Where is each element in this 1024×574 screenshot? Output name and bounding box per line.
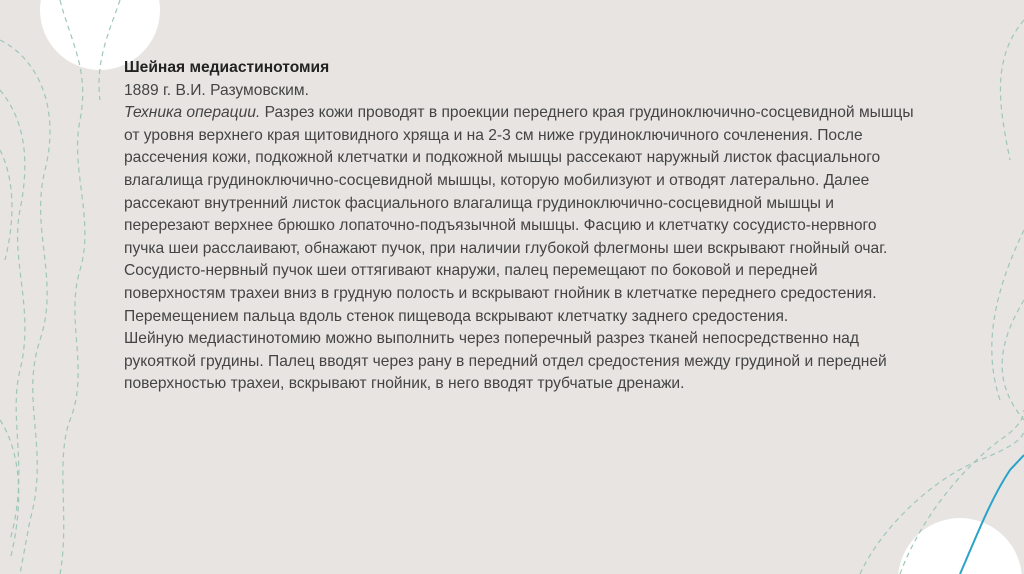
paragraph-3: Шейную медиастинотомию можно выполнить через поперечный разрез тканей непосредственно над рукояткой грудины. Палец вводят через рану в передний отдел средостения между грудиной и передней поверхностью трахеи, вскрывают гнойник, в него вводят трубчатые дренажи. [124, 330, 887, 393]
slide-title: Шейная медиастинотомия [124, 59, 330, 76]
bottom-right-circle [898, 518, 1022, 574]
left-contour-lines [0, 0, 120, 574]
slide-text [124, 57, 914, 396]
technique-label: Техника операции. [124, 104, 261, 122]
technique-text: Разрез кожи проводят в проекции переднего края грудиноключично-сосцевидной мышцы от уровня верхнего края щитовидного хряща и на 2-3 см ниже грудиноключичного сочленения. После рассечения кожи, подкожной клетчатки и подкожной мышцы рассекают наружный листок фасциального влагалища грудиноключично-сосцевидной мышцы, которую мобилизуют и отводят латерально. Далее рассекают внутренний листок фасциального влагалища грудиноключично-сосцевидной мышцы и перерезают верхнее брюшко лопаточно-подъязычной мышцы. Фасцию и клетчатку сосудисто-нервного пучка шеи расслаивают, обнажают пучок, при наличии глубокой флегмоны шеи вскрывают гнойный очаг. [124, 104, 914, 257]
author-line: 1889 г. В.И. Разумовским. [124, 81, 309, 99]
paragraph-2: Сосудисто-нервный пучок шеи оттягивают кнаружи, палец перемещают по боковой и передней поверхностям трахеи вниз в грудную полость и вскрывают гнойник в клетчатке переднего средостения. Перемещением пальца вдоль стенок пищевода вскрывают клетчатку заднего средостения. [124, 262, 877, 325]
technique-paragraph [124, 102, 914, 260]
